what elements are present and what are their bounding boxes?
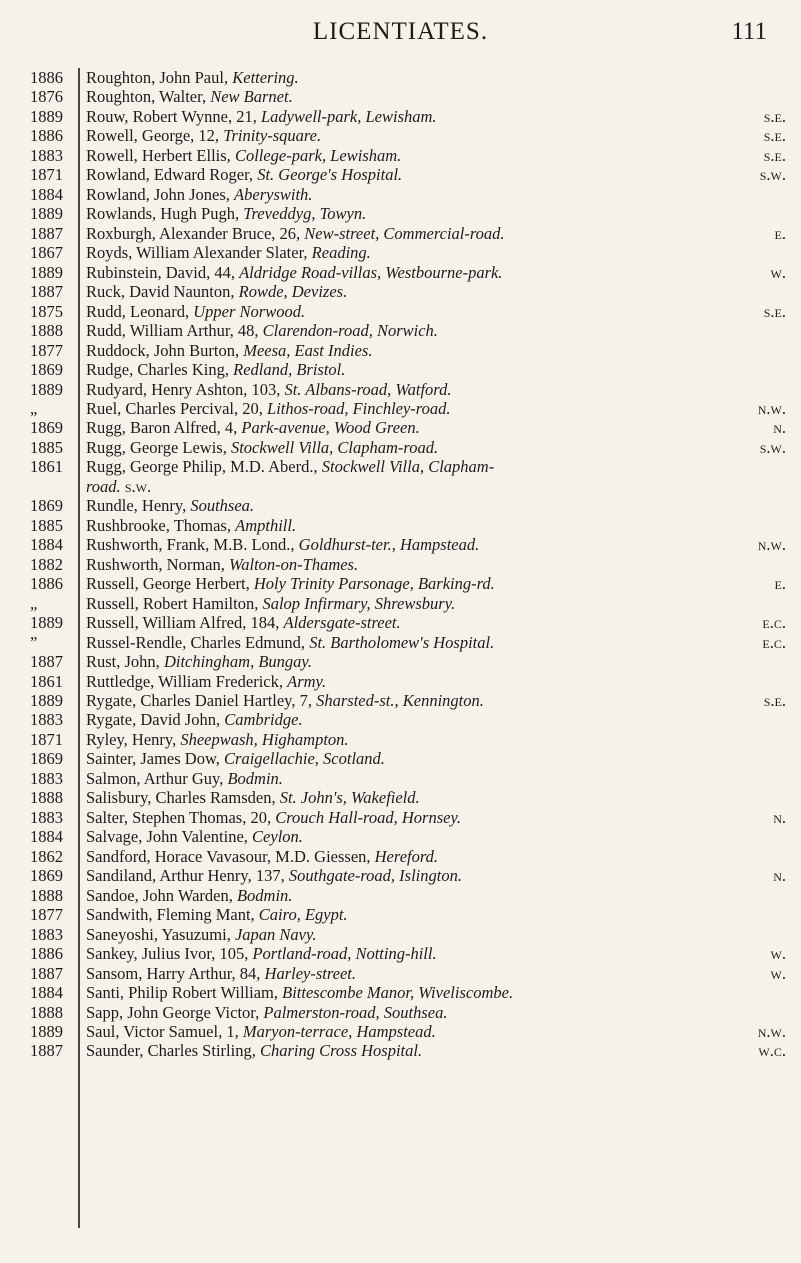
entry-address: Southsea. <box>190 496 255 516</box>
entry-district: w. <box>770 963 786 983</box>
list-item <box>86 1022 786 1041</box>
entry-year: 1888 <box>30 321 63 341</box>
entry-district: n.w. <box>757 398 786 418</box>
entry-year: 1877 <box>30 340 63 360</box>
entry-year: 1867 <box>30 243 63 263</box>
entry-address: Kettering. <box>232 68 299 87</box>
list-item <box>86 633 786 652</box>
entry-address: Stockwell Villa, Clapham-road. <box>230 437 439 457</box>
entry-name: Saul, Victor Samuel, 1, <box>86 1021 243 1041</box>
entry-year: 1887 <box>30 652 63 672</box>
list-item <box>86 107 786 126</box>
entry-address: Hereford. <box>374 846 439 866</box>
page-header <box>0 18 801 48</box>
list-item <box>86 730 786 749</box>
entry-year: 1889 <box>30 106 63 126</box>
entry-name: Rushworth, Frank, M.B. Lond., <box>86 535 299 555</box>
entry-name: Rygate, Charles Daniel Hartley, 7, <box>86 691 317 710</box>
entry-address: Aldersgate-street. <box>283 613 401 633</box>
list-item <box>86 496 786 515</box>
entry-name: Rowell, Herbert Ellis, <box>86 145 235 165</box>
list-item <box>86 438 786 457</box>
entry-name: Rouw, Robert Wynne, 21, <box>86 106 261 126</box>
running-title: LICENTIATES. <box>312 18 489 45</box>
entry-year: 1883 <box>30 710 63 730</box>
entry-year: 1869 <box>30 866 63 886</box>
entry-district: e.c. <box>762 632 786 652</box>
entry-name: Sandiland, Arthur Henry, 137, <box>86 866 289 886</box>
list-item <box>86 457 786 476</box>
entry-year: 1861 <box>30 671 63 691</box>
entry-address: Rowde, Devizes. <box>238 282 348 302</box>
entry-address: Redland, Bristol. <box>233 360 346 380</box>
entry-name: Rudge, Charles King, <box>86 360 234 380</box>
entry-address: Bittescombe Manor, Wiveliscombe. <box>282 983 514 1003</box>
entry-address: St. George's Hospital. <box>257 165 403 185</box>
entry-name: Salvage, John Valentine, <box>86 827 253 847</box>
entry-year: 1869 <box>30 360 63 380</box>
entry-district: n. <box>773 866 786 886</box>
entry-district: e. <box>774 574 786 594</box>
entry-year: 1889 <box>30 691 63 710</box>
list-item <box>86 613 786 632</box>
list-item <box>86 477 786 496</box>
entry-name: Rushbrooke, Thomas, <box>86 515 236 535</box>
entry-address: Sheepwash, Highampton. <box>180 729 349 749</box>
page-number: 111 <box>731 18 767 45</box>
entry-district: s.e. <box>763 106 786 126</box>
list-item <box>86 652 786 671</box>
list-item <box>86 418 786 437</box>
entry-name: Rudyard, Henry Ashton, 103, <box>86 379 285 399</box>
entry-address: Aberyswith. <box>234 184 313 204</box>
entry-name: Saunder, Charles Stirling, <box>86 1041 260 1061</box>
entry-name: Rudd, Leonard, <box>86 301 194 321</box>
entry-name: Salmon, Arthur Guy, <box>86 768 228 788</box>
entry-year: 1887 <box>30 1041 63 1061</box>
entry-name: Ruel, Charles Percival, 20, <box>86 398 268 418</box>
entry-address: Lithos-road, Finchley-road. <box>267 398 451 418</box>
list-item <box>86 964 786 983</box>
entry-year: 1886 <box>30 944 63 964</box>
entry-year: 1883 <box>30 768 63 788</box>
entry-year: 1889 <box>30 262 63 282</box>
entry-name: Ruddock, John Burton, <box>86 340 244 360</box>
list-item <box>86 847 786 866</box>
entry-address: Japan Navy. <box>234 924 317 944</box>
list-item <box>86 808 786 827</box>
entry-name: Rowell, George, 12, <box>86 126 224 146</box>
entry-district: w. <box>770 944 786 964</box>
entry-name: Sandwith, Fleming Mant, <box>86 905 259 925</box>
entry-name: Salisbury, Charles Ramsden, <box>86 788 280 808</box>
entry-district: s.w. <box>759 437 786 457</box>
entry-name: Salter, Stephen Thomas, 20, <box>86 807 276 827</box>
list-item <box>86 905 786 924</box>
entry-address: Cairo, Egypt. <box>258 905 348 925</box>
entry-name: Saneyoshi, Yasuzumi, <box>86 924 235 944</box>
entry-address: Ditchingham, Bungay. <box>163 652 312 672</box>
list-item <box>86 243 786 262</box>
entry-address: Park-avenue, Wood Green. <box>241 418 420 438</box>
entry-address: Stockwell Villa, Clapham- <box>321 457 495 477</box>
list-item <box>86 516 786 535</box>
entry-year <box>30 477 76 496</box>
list-item <box>86 769 786 788</box>
list-item <box>86 302 786 321</box>
entry-year: 1869 <box>30 496 63 516</box>
entry-district: n. <box>773 807 786 827</box>
list-item <box>86 185 786 204</box>
entry-year: ” <box>30 632 38 652</box>
entry-year: 1888 <box>30 1002 63 1022</box>
list-item <box>86 146 786 165</box>
entry-address: Ampthill. <box>235 515 297 535</box>
entry-address: Clarendon-road, Norwich. <box>262 321 438 341</box>
list-item <box>86 788 786 807</box>
entry-year: 1889 <box>30 379 63 399</box>
list-item <box>86 574 786 593</box>
list-item <box>86 866 786 885</box>
entry-name: Rudd, William Arthur, 48, <box>86 321 263 341</box>
entry-name: Rygate, David John, <box>86 710 225 730</box>
entry-address: Trinity-square. <box>223 126 322 146</box>
entry-district: w.c. <box>758 1041 786 1061</box>
entry-year: 1876 <box>30 87 63 107</box>
entry-name: Santi, Philip Robert William, <box>86 983 283 1003</box>
entry-address: Goldhurst-ter., Hampstead. <box>298 535 480 555</box>
entry-address: Crouch Hall-road, Hornsey. <box>275 807 461 827</box>
entry-name: Rugg, George Lewis, <box>86 437 231 457</box>
entry-name: Rowland, Edward Roger, <box>86 165 258 185</box>
entry-address: New-street, Commercial-road. <box>304 223 505 243</box>
entry-district: e.c. <box>762 613 786 633</box>
entry-year: 1887 <box>30 282 63 302</box>
entry-year: 1862 <box>30 846 63 866</box>
entry-address: Craigellachie, Scotland. <box>224 749 385 769</box>
entry-address: Bodmin. <box>227 768 283 788</box>
entry-name: Roughton, Walter, <box>86 87 211 107</box>
list-item <box>86 399 786 418</box>
entry-year: 1877 <box>30 905 63 925</box>
entry-address: Holy Trinity Parsonage, Barking-rd. <box>253 574 495 594</box>
entry-address: Salop Infirmary, Shrewsbury. <box>262 593 456 613</box>
list-item <box>86 282 786 301</box>
entry-address: Army. <box>287 671 327 691</box>
entry-district: s.e. <box>763 145 786 165</box>
entry-year: 1885 <box>30 515 63 535</box>
entry-address: Charing Cross Hospital. <box>259 1041 423 1061</box>
entry-address: College-park, Lewisham. <box>234 145 402 165</box>
entry-name: Rust, John, <box>86 652 164 672</box>
list-item <box>86 1041 786 1060</box>
entry-address: Reading. <box>311 243 371 263</box>
list-item <box>86 594 786 613</box>
entry-name: Ruttledge, William Frederick, <box>86 671 288 691</box>
entry-year: 1887 <box>30 963 63 983</box>
entry-address: Meesa, East Indies. <box>243 340 373 360</box>
entry-year: 1861 <box>30 457 63 477</box>
entry-year: 1886 <box>30 574 63 594</box>
entry-name: Rundle, Henry, <box>86 496 191 516</box>
entry-year: 1883 <box>30 807 63 827</box>
entry-address: Treveddyg, Towyn. <box>243 204 367 224</box>
entry-year: 1884 <box>30 535 63 555</box>
entry-address: Palmerston-road, Southsea. <box>263 1002 448 1022</box>
entry-address: St. Bartholomew's Hospital. <box>309 632 495 652</box>
entry-name: Russel-Rendle, Charles Edmund, <box>86 632 310 652</box>
list-item <box>86 555 786 574</box>
list-item <box>86 749 786 768</box>
list-item <box>86 68 786 87</box>
entry-name: Rowlands, Hugh Pugh, <box>86 204 244 224</box>
entry-district: n.w. <box>757 535 786 555</box>
entry-year: 1884 <box>30 827 63 847</box>
entry-name: Sandford, Horace Vavasour, M.D. Giessen, <box>86 846 375 866</box>
entry-address: Portland-road, Notting-hill. <box>252 944 437 964</box>
entry-address: Aldridge Road-villas, Westbourne-park. <box>239 262 503 282</box>
entry-address: New Barnet. <box>210 87 293 107</box>
entry-year: 1869 <box>30 749 63 769</box>
entry-year: 1885 <box>30 437 63 457</box>
list-item <box>86 321 786 340</box>
entry-name: Russell, Robert Hamilton, <box>86 593 263 613</box>
entry-address: road. <box>86 476 121 496</box>
entry-year: 1888 <box>30 885 63 905</box>
entry-year: 1889 <box>30 613 63 633</box>
entry-name: Roxburgh, Alexander Bruce, 26, <box>86 223 305 243</box>
entry-address: Upper Norwood. <box>193 301 306 321</box>
entry-district: s.e. <box>763 691 786 710</box>
list-item <box>86 925 786 944</box>
list-item <box>86 691 786 710</box>
entry-district: e. <box>774 223 786 243</box>
entry-name: Russell, William Alfred, 184, <box>86 613 284 633</box>
entry-year: 1871 <box>30 729 63 749</box>
entry-district: n.w. <box>757 1021 786 1041</box>
entry-name: Rugg, Baron Alfred, 4, <box>86 418 242 438</box>
list-item <box>86 126 786 145</box>
entry-address: St. Albans-road, Watford. <box>284 379 452 399</box>
entry-year: „ <box>30 398 38 418</box>
list-item <box>86 710 786 729</box>
list-item <box>86 341 786 360</box>
entry-name: Ruck, David Naunton, <box>86 282 239 302</box>
entry-name: Sapp, John George Victor, <box>86 1002 264 1022</box>
entry-name: Sansom, Harry Arthur, 84, <box>86 963 265 983</box>
entry-name: Sandoe, John Warden, <box>86 885 237 905</box>
list-item <box>86 224 786 243</box>
entry-address: Ladywell-park, Lewisham. <box>261 106 437 126</box>
entry-year: 1871 <box>30 165 63 185</box>
entry-year: 1884 <box>30 983 63 1003</box>
entry-name: Roughton, John Paul, <box>86 68 233 87</box>
list-item <box>86 944 786 963</box>
entry-district: n. <box>773 418 786 438</box>
entry-district: s.w. <box>120 476 152 496</box>
entry-address: St. John's, Wakefield. <box>279 788 420 808</box>
entry-address: Cambridge. <box>224 710 303 730</box>
entry-year: 1886 <box>30 126 63 146</box>
entry-year: 1882 <box>30 554 63 574</box>
list-item <box>86 535 786 554</box>
entry-address: Walton-on-Thames. <box>229 554 359 574</box>
list-item <box>86 204 786 223</box>
entry-address: Maryon-terrace, Hampstead. <box>242 1021 436 1041</box>
entry-district: s.w. <box>759 165 786 185</box>
entry-address: Bodmin. <box>236 885 293 905</box>
entries-column <box>86 68 786 1061</box>
year-column <box>30 68 76 1061</box>
entry-year: 1886 <box>30 68 63 87</box>
entry-name: Royds, William Alexander Slater, <box>86 243 312 263</box>
list-item <box>86 672 786 691</box>
entry-year: 1883 <box>30 145 63 165</box>
entry-year: 1889 <box>30 1021 63 1041</box>
entry-name: Sankey, Julius Ivor, 105, <box>86 944 253 964</box>
list-item <box>86 263 786 282</box>
list-item <box>86 1003 786 1022</box>
entry-name: Rushworth, Norman, <box>86 554 229 574</box>
list-item <box>86 165 786 184</box>
list-item <box>86 360 786 379</box>
entry-district: s.e. <box>763 301 786 321</box>
entry-year: „ <box>30 593 38 613</box>
entry-district: s.e. <box>763 126 786 146</box>
list-item <box>86 886 786 905</box>
entry-address: Harley-street. <box>264 963 357 983</box>
list-item <box>86 380 786 399</box>
list-item <box>86 827 786 846</box>
column-divider <box>78 68 80 1228</box>
entry-name: Sainter, James Dow, <box>86 749 225 769</box>
entry-year: 1889 <box>30 204 63 224</box>
list-item <box>86 87 786 106</box>
entry-name: Rugg, George Philip, M.D. Aberd., <box>86 457 322 477</box>
entry-year: 1887 <box>30 223 63 243</box>
entry-address: Ceylon. <box>252 827 303 847</box>
entry-name: Rowland, John Jones, <box>86 184 235 204</box>
entry-year: 1884 <box>30 184 63 204</box>
entry-address: Southgate-road, Islington. <box>288 866 462 886</box>
entry-year: 1869 <box>30 418 63 438</box>
entry-name: Russell, George Herbert, <box>86 574 254 594</box>
list-item <box>86 983 786 1002</box>
entry-address: Sharsted-st., Kennington. <box>316 691 484 710</box>
entry-name: Ryley, Henry, <box>86 729 181 749</box>
entry-year: 1875 <box>30 301 63 321</box>
entry-year: 1883 <box>30 924 63 944</box>
entry-name: Rubinstein, David, 44, <box>86 262 240 282</box>
entry-year: 1888 <box>30 788 63 808</box>
entry-district: w. <box>770 262 786 282</box>
